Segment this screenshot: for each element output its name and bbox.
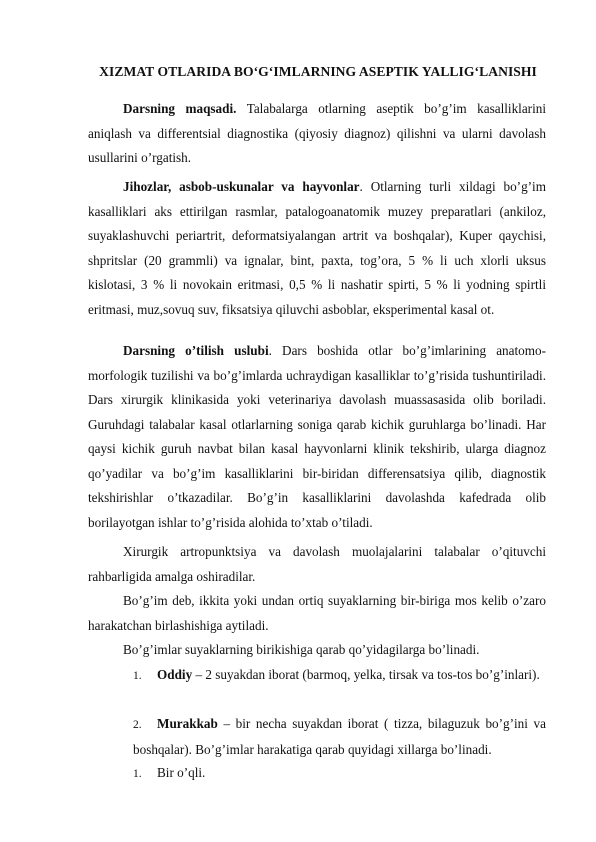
paragraph-method (88, 339, 546, 535)
list-text: – bir necha suyakdan iborat ( tizza, bilaguzuk bo’g’ini va boshqalar). Bo’g’imlar harakatiga qarab quyidagi xillarga bo’linadi. (133, 716, 546, 757)
list-item (133, 761, 546, 787)
paragraph-lead: Jihozlar, asbob-uskunalar va hayvonlar (123, 179, 360, 194)
paragraph-text: Bo’g’imlar suyaklarning birikishiga qarab qo’yidagilarga bo’linadi. (123, 642, 480, 657)
list-item (133, 663, 546, 689)
list-lead: Oddiy (157, 667, 193, 682)
paragraph-text: Talabalarga otlarning aseptik bo’g’im kasalliklarini aniqlash va differentsial diagnostika (qiyosiy diagnoz) qilishni va ularni davolash usullarini o’rgatish. (88, 101, 546, 165)
paragraph-arthropuncture (88, 540, 546, 589)
page-title: XIZMAT OTLARIDA BO‘G‘IMLARNING ASEPTIK YALLIG‘LANISHI (99, 64, 537, 79)
paragraph-joint-definition (88, 589, 546, 638)
paragraph-joint-classification (88, 638, 546, 663)
paragraph-text: Xirurgik artropunktsiya va davolash muolajalarini talabalar o’qituvchi rahbarligida amalga oshiradilar. (88, 544, 546, 584)
paragraph-text: . Dars boshida otlar bo’g’imlarining anatomo-morfologik tuzilishi va bo’g’imlarda uchraydigan kasalliklar to’g’risida tushuntiriladi. Dars xirurgik klinikasida yoki veterinariya davolash muassasasida olib boriladi. Guruhdagi talabalar kasal otlarlarning soniga qarab kichik guruhlarga bo’linadi. Har qaysi kichik guruh navbat bilan kasal hayvonlarni klinik tekshirib, ularga diagnoz qo’yadilar va bo’g’im kasalliklarini bir-biridan differensatsiya qilib, diagnostik tekshirishlar o’tkazadilar. Bo’g’in kasalliklarini davolashda kafedrada olib borilayotgan ishlar to’g’risida alohida to’xtab o’tiladi. (88, 343, 546, 530)
list-text: – 2 suyakdan iborat (barmoq, yelka, tirsak va tos-tos bo’g’inlari). (192, 667, 540, 682)
paragraph-purpose (88, 97, 546, 171)
list-lead: Murakkab (157, 716, 218, 731)
list-number: 1. (133, 768, 142, 780)
list-item (133, 712, 546, 762)
paragraph-text: . Otlarning turli xildagi bo’g’im kasalliklari aks ettirilgan rasmlar, patalogoanatomik muzey preparatlari (ankiloz, suyaklashuvchi periartrit, deformatsiyalangan artrit va boshqalar), Kuper qaychisi, shpritslar (20 grammli) va ignalar, bint, paxta, tog’ora, 5 % li uch xlorli uksus kislotasi, 3 % li novokain eritmasi, 0,5 % li nashatir spirti, 5 % li yodning spirtli eritmasi, muz,sovuq suv, fiksatsiya qiluvchi asboblar, eksperimental kasal ot. (88, 179, 546, 317)
paragraph-equipment (88, 175, 546, 322)
list-number: 2. (133, 719, 142, 731)
paragraph-lead: Darsning maqsadi. (123, 101, 237, 116)
list-text: Bir o’qli. (157, 765, 206, 780)
list-number: 1. (133, 670, 142, 682)
paragraph-lead: Darsning o’tilish uslubi (123, 343, 269, 358)
paragraph-text: Bo’g’im deb, ikkita yoki undan ortiq suyaklarning bir-biriga mos kelib o’zaro harakatchan birlashishiga aytiladi. (88, 593, 546, 633)
